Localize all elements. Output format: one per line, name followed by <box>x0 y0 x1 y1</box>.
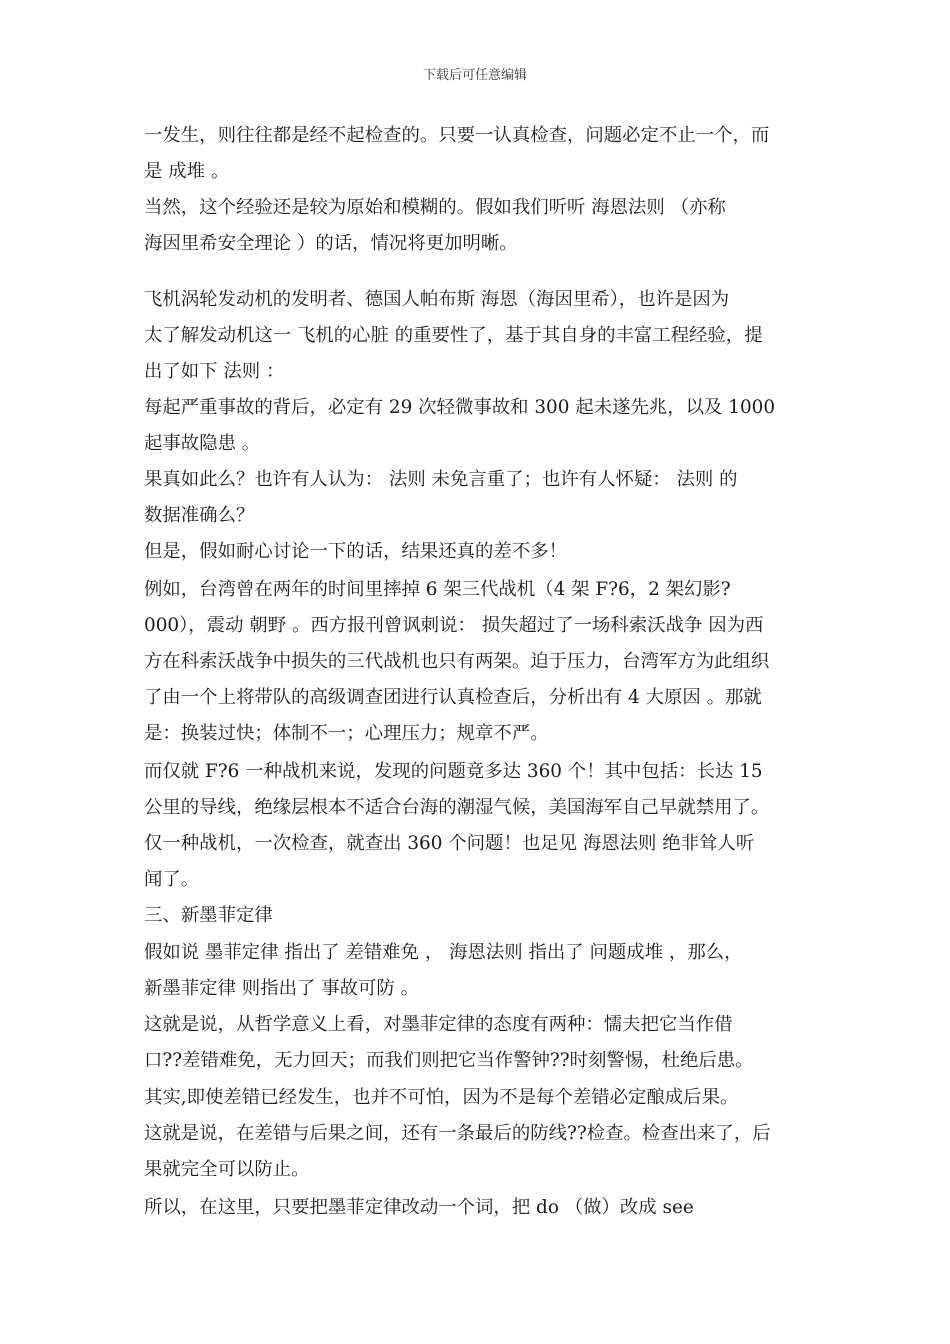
text-line: 一发生，则往往都是经不起检查的。只要一认真检查，问题必定不止一个，而 <box>144 125 770 146</box>
page-header: 下载后可任意编辑 <box>422 68 527 83</box>
text-line: 例如，台湾曾在两年的时间里摔掉 6 架三代战机（4 架 F?6，2 架幻影? <box>144 579 731 600</box>
text-line: 假如说 墨菲定律 指出了 差错难免 ， 海恩法则 指出了 问题成堆 ，那么， <box>144 942 743 963</box>
text-line: 而仅就 F?6 一种战机来说，发现的问题竟多达 360 个！其中包括：长达 15 <box>144 761 763 782</box>
text-line: 起事故隐患 。 <box>144 433 261 454</box>
text-line: 太了解发动机这一 飞机的心脏 的重要性了，基于其自身的丰富工程经验，提 <box>144 325 763 346</box>
text-line: 了由一个上将带队的高级调查团进行认真检查后，分析出有 4 大原因 。那就 <box>144 687 762 708</box>
text-line: 其实,即使差错已经发生，也并不可怕，因为不是每个差错必定酿成后果。 <box>144 1087 739 1108</box>
text-line: 是 成堆 。 <box>144 161 230 182</box>
text-line: 这就是说，从哲学意义上看，对墨菲定律的态度有两种：懦夫把它当作借 <box>144 1014 733 1035</box>
text-line: 三、新墨菲定律 <box>144 905 273 926</box>
text-line: 闻了。 <box>144 869 200 890</box>
text-line: 但是，假如耐心讨论一下的话，结果还真的差不多！ <box>144 541 567 562</box>
text-line: 出了如下 法则 ： <box>144 361 285 382</box>
text-line: 这就是说，在差错与后果之间，还有一条最后的防线??检查。检查出来了，后 <box>144 1123 771 1144</box>
text-line: 公里的导线，绝缘层根本不适合台海的潮湿气候，美国海军自己早就禁用了。 <box>144 797 770 818</box>
text-line: 飞机涡轮发动机的发明者、德国人帕布斯 海恩（海因里希），也许是因为 <box>144 289 730 310</box>
text-line: 果就完全可以防止。 <box>144 1159 310 1180</box>
text-line: 方在科索沃战争中损失的三代战机也只有两架。迫于压力，台湾军方为此组织 <box>144 651 770 672</box>
text-line: 海因里希安全理论 ）的话，情况将更加明晰。 <box>144 233 518 254</box>
text-line: 口??差错难免，无力回天；而我们则把它当作警钟??时刻警惕，杜绝后患。 <box>144 1050 754 1071</box>
text-line: 每起严重事故的背后，必定有 29 次轻微事故和 300 起未遂先兆，以及 1000 <box>144 397 776 418</box>
text-line: 数据准确么？ <box>144 505 255 526</box>
text-line: 果真如此么？也许有人认为： 法则 未免言重了；也许有人怀疑： 法则 的 <box>144 469 738 490</box>
text-line: 是：换装过快；体制不一；心理压力；规章不严。 <box>144 723 549 744</box>
text-line: 000），震动 朝野 。西方报刊曾讽刺说： 损失超过了一场科索沃战争 因为西 <box>144 615 764 636</box>
text-line: 当然，这个经验还是较为原始和模糊的。假如我们听听 海恩法则 （亦称 <box>144 197 726 218</box>
text-line: 新墨菲定律 则指出了 事故可防 。 <box>144 978 420 999</box>
text-line: 所以，在这里，只要把墨菲定律改动一个词，把 do （做）改成 see <box>144 1197 694 1218</box>
text-line: 仅一种战机，一次检查，就查出 360 个问题！也足见 海恩法则 绝非耸人听 <box>144 833 755 854</box>
